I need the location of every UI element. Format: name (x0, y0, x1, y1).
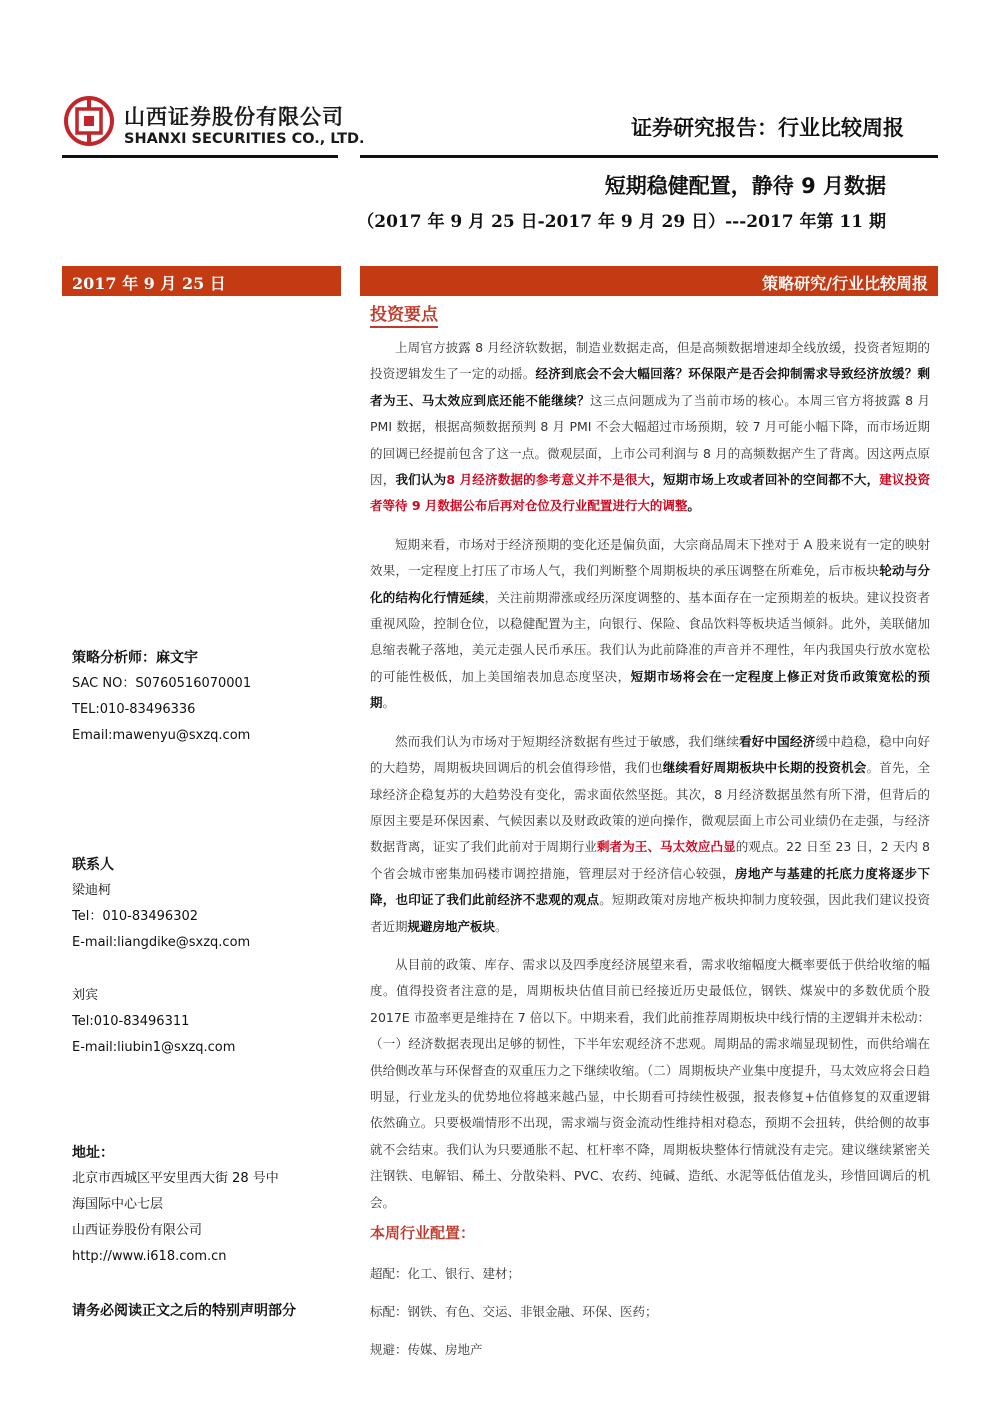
report-title: 短期稳健配置，静待 9 月数据 (604, 174, 886, 198)
config-avoid: 规避：传媒、房地产 (370, 1342, 483, 1357)
report-date: 2017 年 9 月 25 日 (72, 274, 226, 293)
report-period: （2017 年 9 月 25 日-2017 年 9 月 29 日）---2017 年第 11 期 (357, 212, 886, 232)
company-name-cn: 山西证券股份有限公司 (124, 105, 344, 129)
paragraph-2: 短期来看，市场对于经济预期的变化还是偏负面，大宗商品周末下挫对于 A 股来说有一定的映射效果，一定程度上打压了市场人气，我们判断整个周期板块的承压调整在所难免，后市板块轮动与分化的结构化行情延续，关注前期滞涨或经历深度调整的、基本面存在一定预期差的板块。建议投资者重视风险，控制仓位，以稳健配置为主，向银行、保险、食品饮料等板块适当倾斜。此外，美联储加息缩表靴子落地，美元走强人民币承压。我们认为此前降准的声音并不理性，年内我国央行放水宽松的可能性极低，加上美国缩表加息态度坚决，短期市场将会在一定程度上修正对货币政策宽松的预期。 (370, 536, 930, 711)
config-overweight: 超配：化工、银行、建材； (370, 1266, 521, 1281)
address-line1: 北京市西城区平安里西大街 28 号中 (72, 1171, 279, 1186)
analyst-email[interactable]: Email:mawenyu@sxzq.com (72, 728, 251, 743)
contact1-email[interactable]: E-mail:liangdike@sxzq.com (72, 935, 251, 950)
report-category: 策略研究/行业比较周报 (762, 274, 928, 293)
company-logo-icon (64, 96, 114, 146)
contact2-name: 刘宾 (72, 988, 99, 1003)
contact2-tel: Tel:010-83496311 (72, 1014, 190, 1029)
report-type: 证券研究报告：行业比较周报 (631, 116, 904, 140)
contact2-email[interactable]: E-mail:liubin1@sxzq.com (72, 1040, 236, 1055)
address-line2: 海国际中心七层 (72, 1197, 164, 1212)
disclaimer-note: 请务必阅读正文之后的特别声明部分 (72, 1303, 296, 1319)
analyst-sac: SAC NO：S0760516070001 (72, 676, 252, 691)
contact-title: 联系人 (72, 857, 114, 873)
header-divider-left (62, 155, 338, 158)
section-title: 投资要点 (370, 300, 438, 328)
address-block (72, 1140, 279, 1270)
address-line3: 山西证券股份有限公司 (72, 1223, 203, 1238)
address-title: 地址： (72, 1145, 114, 1161)
contact2-block (72, 983, 235, 1061)
config-standard: 标配：钢铁、有色、交运、非银金融、环保、医药； (370, 1304, 658, 1319)
paragraph-3: 然而我们认为市场对于短期经济数据有些过于敏感，我们继续看好中国经济缓中趋稳，稳中向好的大趋势，周期板块回调后的机会值得珍惜，我们也继续看好周期板块中长期的投资机会。首先，全球经济企稳复苏的大趋势没有变化，需求面依然坚挺。其次，8 月经济数据虽然有所下滑，但背后的原因主要是环保因素、气候因素以及财政政策的逆向操作，微观层面上市公司业绩仍在走强，与经济数据背离，证实了我们此前对于周期行业剩者为王、马太效应凸显的观点。22 日至 23 日，2 天内 8 个省会城市密集加码楼市调控措施，管理层对于经济信心较强，房地产与基建的托底力度将逐步下降，也印证了我们此前经济不悲观的观点。短期政策对房地产板块抑制力度较强，因此我们建议投资者近期规避房地产板块。 (370, 733, 930, 934)
config-title: 本周行业配置： (370, 1224, 476, 1242)
analyst-tel: TEL:010-83496336 (72, 702, 196, 717)
website-link[interactable]: http://www.i618.com.cn (72, 1249, 227, 1264)
analyst-title: 策略分析师：麻文宇 (72, 650, 198, 666)
contact1-tel: Tel：010-83496302 (72, 909, 199, 924)
industry-config (370, 1222, 930, 1243)
contact1-name: 梁迪柯 (72, 883, 112, 898)
company-name-en: SHANXI SECURITIES CO., LTD. (124, 131, 365, 147)
contact-block (72, 852, 250, 956)
paragraph-1: 上周官方披露 8 月经济软数据，制造业数据走高，但是高频数据增速却全线放缓，投资者短期的投资逻辑发生了一定的动摇。经济到底会不会大幅回落？环保限产是否会抑制需求导致经济放缓？剩者为王、马太效应到底还能不能继续？这三点问题成为了当前市场的核心。本周三官方将披露 8 月 PMI 数据，根据高频数据预判 8 月 PMI 不会大幅超过市场预期，较 7 月可能小幅下降，而市场近期的回调已经提前包含了这一点。微观层面，上市公司利润与 8 月的高频数据产生了背离。因这两点原因，我们认为8 月经济数据的参考意义并不是很大，短期市场上攻或者回补的空间都不大，建议投资者等待 9 月数据公布后再对仓位及行业配置进行大的调整。 (370, 340, 930, 514)
header-divider-right (360, 155, 938, 158)
analyst-block (72, 645, 251, 749)
paragraph-4: 从目前的政策、库存、需求以及四季度经济展望来看，需求收缩幅度大概率要低于供给收缩的幅度。值得投资者注意的是，周期板块估值目前已经接近历史最低位，钢铁、煤炭中的多数优质个股 2017E 市盈率更是维持在 7 倍以下。中期来看，我们此前推荐周期板块中线行情的主逻辑并未松动：（一）经济数据表现出足够的韧性，下半年宏观经济不悲观。周期品的需求端显现韧性，而供给端在供给侧改革与环保督查的双重压力之下继续收缩。（二）周期板块产业集中度提升，马太效应将会日趋明显，行业龙头的优势地位将越来越凸显，中长期看可持续性极强，报表修复+估值修复的双重逻辑依然确立。只要极端情形不出现，需求端与资金流动性维持相对稳态，预期不会扭转，供给侧的故事就不会结束。我们认为只要通胀不起、杠杆率不降，周期板块整体行情就没有走完。建议继续紧密关注钢铁、电解铝、稀土、分散染料、PVC、农药、纯碱、造纸、水泥等低估值龙头，珍惜回调后的机会。 (370, 956, 930, 1210)
main-body (370, 335, 930, 1216)
investment-highlights (370, 300, 930, 328)
disclaimer-block (72, 1298, 296, 1324)
